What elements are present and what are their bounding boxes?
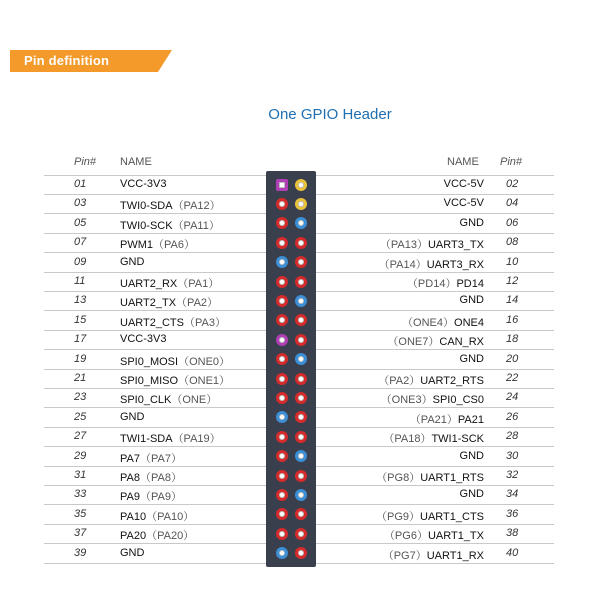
left-pin-function: GND	[120, 410, 145, 423]
pin-39	[276, 547, 288, 559]
left-pin-alt: （PA6）	[153, 239, 195, 252]
right-pin-name	[460, 450, 484, 462]
left-pin-alt: （PA20）	[146, 530, 195, 543]
banner-title: Pin definition	[24, 53, 110, 68]
left-pin-number: 31	[74, 469, 87, 481]
right-pin-function: UART1_RX	[426, 549, 484, 562]
left-pin-number: 15	[74, 313, 87, 326]
right-pin-column-header: Pin#	[500, 156, 523, 168]
right-pin-name	[376, 469, 484, 485]
pin-32	[295, 470, 307, 482]
right-pin-function: UART1_RTS	[420, 472, 484, 484]
pin-24	[295, 392, 307, 404]
right-pin-name	[460, 353, 484, 365]
left-pin-name	[120, 197, 221, 213]
pin-29	[276, 450, 288, 462]
pin-20	[295, 353, 307, 365]
right-pin-number: 20	[506, 352, 519, 365]
pin-28	[295, 431, 307, 443]
left-pin-name	[120, 527, 194, 543]
left-pin-alt: （PA1）	[177, 278, 220, 290]
left-pin-number: 05	[74, 216, 87, 229]
left-pin-number: 39	[74, 546, 87, 559]
left-pin-name	[120, 294, 218, 310]
right-pin-number: 02	[506, 178, 519, 190]
right-pin-number: 22	[506, 372, 519, 384]
right-pin-number: 18	[506, 333, 519, 346]
left-pin-number: 23	[74, 391, 87, 404]
right-pin-number: 14	[506, 294, 519, 307]
pin-37	[276, 528, 288, 540]
pin-34	[295, 489, 307, 501]
right-pin-function: GND	[459, 216, 484, 229]
right-pin-name	[407, 275, 484, 291]
left-pin-function: PA10	[120, 510, 147, 523]
left-pin-name	[120, 469, 182, 485]
right-pin-function: UART2_RTS	[420, 375, 484, 387]
right-pin-alt: （PA18）	[383, 433, 432, 446]
pin-31	[276, 470, 288, 482]
gpio-header-title: One GPIO Header	[268, 106, 392, 123]
pin-04	[295, 198, 307, 210]
pin-19	[276, 353, 288, 365]
right-pin-number: 04	[506, 197, 519, 210]
right-pin-function: VCC-5V	[443, 197, 484, 210]
left-pin-alt: （PA7）	[139, 452, 182, 465]
left-pin-column-header: Pin#	[74, 156, 97, 168]
right-pin-function: GND	[459, 449, 484, 462]
right-pin-name	[383, 430, 484, 446]
right-pin-number: 40	[506, 546, 519, 559]
left-pin-number: 35	[74, 507, 87, 520]
right-pin-number: 26	[506, 410, 519, 423]
left-pin-function: TWI0-SDA	[120, 200, 173, 213]
left-pin-number: 03	[74, 197, 87, 210]
pin-38	[295, 528, 307, 540]
right-pin-alt: （PA13）	[379, 239, 428, 252]
pin-02	[295, 179, 307, 191]
right-pin-function: PD14	[456, 278, 484, 290]
right-pin-number: 24	[506, 391, 519, 404]
right-pin-function: UART3_TX	[427, 239, 484, 252]
left-pin-number: 27	[74, 430, 87, 443]
left-pin-function: UART2_TX	[120, 297, 177, 310]
left-pin-alt: （PA12）	[172, 200, 221, 213]
left-pin-name	[120, 217, 220, 233]
left-pin-function: SPI0_CLK	[120, 394, 172, 407]
right-pin-number: 08	[506, 236, 519, 249]
pin-33	[276, 489, 288, 501]
right-pin-name	[383, 547, 484, 563]
right-pin-alt: （PG6）	[383, 530, 428, 543]
left-pin-name	[120, 411, 144, 423]
left-pin-number: 29	[74, 449, 87, 462]
left-pin-number: 37	[74, 527, 87, 540]
pin-40	[295, 547, 307, 559]
right-pin-name	[387, 333, 484, 349]
pin-11	[276, 276, 288, 288]
left-pin-function: UART2_CTS	[120, 316, 184, 329]
left-pin-number: 17	[74, 333, 87, 346]
right-pin-name	[460, 294, 484, 306]
left-pin-name	[120, 391, 217, 407]
left-pin-name	[120, 178, 166, 190]
right-pin-name	[460, 488, 484, 500]
left-pin-name	[120, 275, 219, 291]
left-pin-function: PWM1	[120, 239, 153, 252]
right-pin-number: 28	[506, 430, 519, 443]
left-pin-name	[120, 450, 182, 466]
right-pin-number: 34	[506, 488, 519, 501]
gpio-header-connector	[266, 171, 316, 567]
right-pin-name	[444, 197, 484, 209]
right-pin-alt: （PA2）	[378, 375, 421, 387]
left-pin-function: VCC-3V3	[120, 333, 167, 346]
right-pin-alt: （PG9）	[376, 510, 421, 523]
left-pin-function: PA9	[120, 491, 140, 504]
right-pin-name	[380, 236, 484, 252]
right-pin-name	[379, 256, 484, 272]
left-pin-name	[120, 256, 144, 268]
left-pin-alt: （PA10）	[146, 510, 195, 523]
left-pin-function: PA20	[120, 530, 147, 543]
pin-10	[295, 256, 307, 268]
right-pin-function: VCC-5V	[443, 178, 484, 190]
pin-13	[276, 295, 288, 307]
left-pin-function: SPI0_MISO	[120, 375, 179, 387]
right-pin-number: 36	[506, 507, 519, 520]
pin-03	[276, 198, 288, 210]
right-pin-name	[376, 508, 484, 524]
right-pin-function: SPI0_CS0	[432, 394, 484, 407]
right-pin-name	[402, 314, 484, 330]
right-pin-function: TWI1-SCK	[431, 433, 484, 446]
left-pin-number: 11	[74, 275, 86, 287]
right-pin-function: UART1_CTS	[420, 510, 484, 523]
right-pin-number: 12	[506, 275, 519, 287]
left-pin-number: 09	[74, 255, 87, 268]
left-pin-alt: （ONE）	[171, 394, 218, 407]
right-pin-alt: （PG8）	[376, 472, 421, 484]
pin-17	[276, 334, 288, 346]
pin-01	[276, 179, 288, 191]
left-pin-name	[120, 333, 166, 345]
left-pin-alt: （PA19）	[172, 433, 221, 446]
right-pin-function: PA21	[457, 413, 484, 426]
right-pin-number: 32	[506, 469, 519, 481]
left-pin-number: 33	[74, 488, 87, 501]
left-pin-function: TWI0-SCK	[120, 219, 173, 232]
right-pin-number: 16	[506, 313, 519, 326]
left-pin-function: UART2_RX	[120, 278, 178, 290]
right-pin-alt: （ONE3）	[380, 394, 433, 407]
pin-08	[295, 237, 307, 249]
left-pin-number: 07	[74, 236, 87, 249]
left-pin-number: 25	[74, 410, 87, 423]
pin-21	[276, 373, 288, 385]
left-pin-function: TWI1-SDA	[120, 433, 173, 446]
left-pin-function: SPI0_MOSI	[120, 355, 179, 368]
right-pin-number: 06	[506, 216, 519, 229]
pin-07	[276, 237, 288, 249]
right-pin-alt: （PA14）	[378, 258, 427, 271]
pin-09	[276, 256, 288, 268]
left-pin-name	[120, 488, 182, 504]
right-pin-function: CAN_RX	[439, 336, 484, 349]
right-pin-alt: （ONE7）	[387, 336, 440, 349]
right-pin-number: 38	[506, 527, 519, 540]
left-pin-number: 01	[74, 178, 87, 190]
pin-30	[295, 450, 307, 462]
right-pin-alt: （PA21）	[409, 413, 458, 426]
left-pin-alt: （ONE1）	[178, 375, 231, 387]
right-pin-number: 10	[506, 255, 519, 268]
right-pin-alt: （ONE4）	[402, 316, 455, 329]
right-pin-function: GND	[459, 294, 484, 307]
left-pin-alt: （PA3）	[183, 316, 226, 329]
left-pin-name	[120, 353, 230, 369]
left-pin-name	[120, 547, 144, 559]
right-pin-name	[384, 527, 484, 543]
right-pin-name	[378, 372, 484, 388]
right-pin-name	[444, 178, 484, 190]
left-pin-name	[120, 508, 194, 524]
left-pin-alt: （PA2）	[176, 297, 219, 310]
right-pin-function: UART1_TX	[427, 530, 484, 543]
right-pin-function: UART3_RX	[426, 258, 484, 271]
right-pin-name	[460, 217, 484, 229]
pin-27	[276, 431, 288, 443]
left-pin-alt: （PA11）	[172, 219, 220, 232]
right-pin-alt: （PD14）	[406, 278, 457, 290]
left-pin-name	[120, 314, 226, 330]
left-pin-alt: （PA9）	[139, 491, 182, 504]
pin-definition-banner	[10, 50, 172, 72]
left-pin-name	[120, 372, 230, 388]
right-name-column-header: NAME	[447, 156, 479, 168]
right-pin-function: GND	[459, 352, 484, 365]
pin-18	[295, 334, 307, 346]
right-pin-function: GND	[459, 488, 484, 501]
right-pin-alt: （PG7）	[382, 549, 427, 562]
left-pin-function: GND	[120, 255, 145, 268]
right-pin-name	[381, 391, 484, 407]
pin-14	[295, 295, 307, 307]
right-pin-number: 30	[506, 449, 519, 462]
left-pin-alt: （PA8）	[139, 472, 182, 484]
pin-23	[276, 392, 288, 404]
left-pin-number: 19	[74, 352, 87, 365]
left-pin-name	[120, 236, 195, 252]
left-pin-name	[120, 430, 221, 446]
left-pin-alt: （ONE0）	[178, 355, 231, 368]
pin-12	[295, 276, 307, 288]
left-pin-function: VCC-3V3	[120, 178, 167, 190]
pin-22	[295, 373, 307, 385]
left-pin-number: 21	[74, 372, 87, 384]
left-pin-function: GND	[120, 546, 145, 559]
left-pin-number: 13	[74, 294, 87, 307]
right-pin-name	[410, 411, 484, 427]
right-pin-function: ONE4	[454, 316, 484, 329]
left-pin-function: PA8	[120, 472, 140, 484]
left-pin-function: PA7	[120, 452, 140, 465]
left-name-column-header: NAME	[120, 156, 152, 168]
